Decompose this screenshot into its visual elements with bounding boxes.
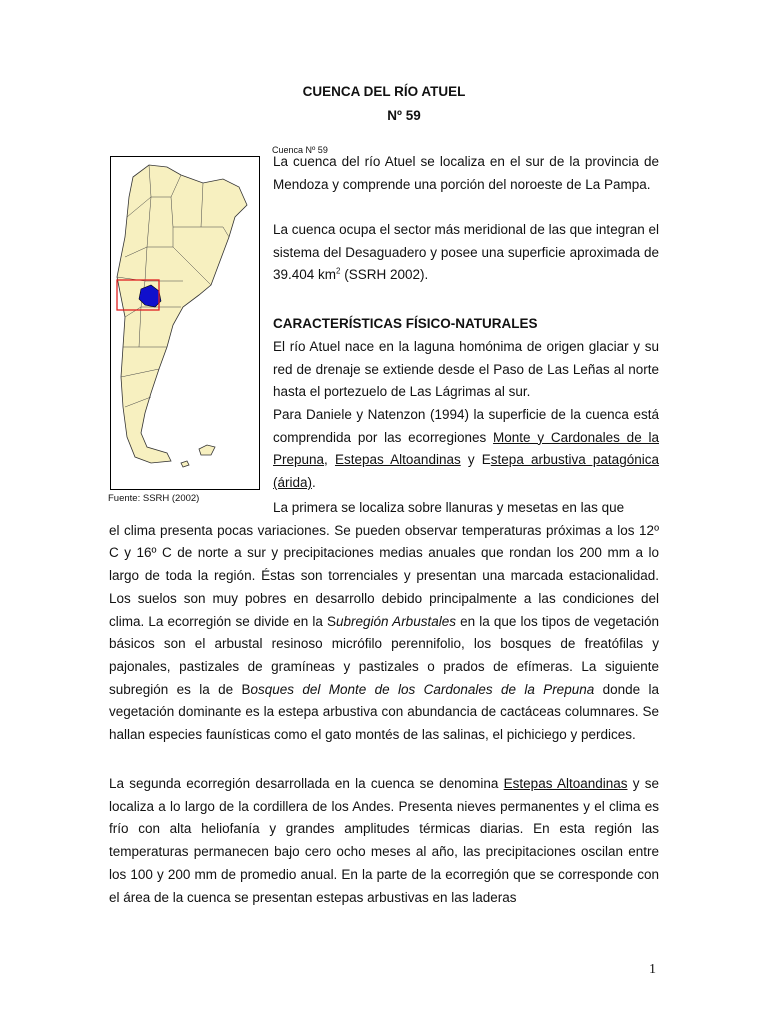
ecoregion-link-estepas-2[interactable]: Estepas Altoandinas: [503, 776, 628, 791]
subregion-arbustales: ubregión Arbustales: [336, 613, 456, 629]
map-source: Fuente: SSRH (2002): [108, 493, 200, 504]
area-unit-superscript: 2: [336, 266, 341, 276]
paragraph-area: [273, 219, 659, 287]
document-title: CUENCA DEL RÍO ATUEL: [302, 84, 466, 99]
argentina-map-graphic: [111, 157, 259, 489]
falkland-islands: [199, 445, 215, 455]
second-ecoregion-text: y se localiza a lo largo de la cordillera de los Andes. Presenta nieves permanentes y el clima es frío con alta heliofanía y grandes amplitudes térmicas diarias. En esta región las temperaturas permanecen bajo cero ocho meses al año, las precipitaciones oscilan entre los 100 y 200 mm de promedio anual. En la parte de la ecorregión que se corresponde con el área de la cuenca se presentan estepas arbustivas en las laderas: [109, 776, 659, 905]
subregion-bosques: osques del Monte de los Cardonales de la Prepuna: [250, 681, 595, 697]
argentina-mainland: [117, 165, 247, 463]
paragraph-first-ecoregion: [109, 520, 659, 747]
second-ecoregion-intro: La segunda ecorregión desarrollada en la cuenca se denomina: [109, 776, 504, 791]
area-text: La cuenca ocupa el sector más meridional de las que integran el sistema del Desaguadero y posee una superficie aproximada de 39.404 km: [273, 222, 659, 283]
paragraph-origin: El río Atuel nace en la laguna homónima de origen glaciar y su red de drenaje se extiende desde el Paso de Las Leñas al norte hasta el portezuelo de Las Lágrimas al sur.: [273, 339, 659, 400]
map-caption: Cuenca Nº 59: [272, 145, 328, 155]
ecoregions-sep-1: ,: [324, 452, 335, 468]
first-ecoregion-text-b: en la que los tipos de vegetación básicos son el arbustal resinoso micrófilo perennifolio, los bosques de freatófilas y pajonales, pastizales de gramíneas y pastizales o prados de efímeras. La siguiente subregión es la de B: [109, 613, 659, 697]
ecoregion-link-patagonica[interactable]: stepa arbustiva patagónica (árida): [273, 452, 659, 491]
first-ecoregion-text-a: el clima presenta pocas variaciones. Se pueden observar temperaturas próximas a los 12º C y 16º C de norte a sur y precipitaciones medias anuales que rondan los 200 mm a lo largo de toda la región. Éstas son torrenciales y presentan una marcada estacionalidad. Los suelos son muy pobres en desarrollo debido principalmente a las condiciones del clima. La ecorregión se divide en la S: [109, 522, 659, 629]
first-ecoregion-text-c: donde la vegetación dominante es la estepa arbustiva con abundancia de cactáceas columnares. Se hallan especies faunísticas como el gato montés de las salinas, el pichiciego y perdices.: [109, 681, 659, 743]
ecoregions-end: .: [312, 475, 316, 491]
paragraph-ecoregions: [273, 404, 659, 495]
area-source: (SSRH 2002).: [340, 267, 429, 283]
paragraph-first-ecoregion-start: La primera se localiza sobre llanuras y mesetas en las que: [273, 500, 625, 515]
island: [181, 461, 189, 467]
paragraph-second-ecoregion: [109, 773, 659, 909]
ecoregion-link-monte[interactable]: Monte y Cardonales de la Prepuna: [273, 429, 659, 468]
ecoregions-intro: Para Daniele y Natenzon (1994) la superficie de la cuenca está comprendida por las ecorregiones: [273, 407, 659, 445]
argentina-map: [110, 156, 260, 490]
paragraph-location: La cuenca del río Atuel se localiza en el sur de la provincia de Mendoza y comprende una porción del noroeste de La Pampa.: [273, 154, 659, 192]
ecoregion-link-estepas[interactable]: Estepas Altoandinas: [334, 452, 461, 468]
basin-number: Nº 59: [387, 108, 421, 123]
page-number: 1: [649, 962, 656, 977]
ecoregions-sep-2: y E: [460, 452, 491, 468]
section-heading: CARACTERÍSTICAS FÍSICO-NATURALES: [273, 316, 538, 331]
